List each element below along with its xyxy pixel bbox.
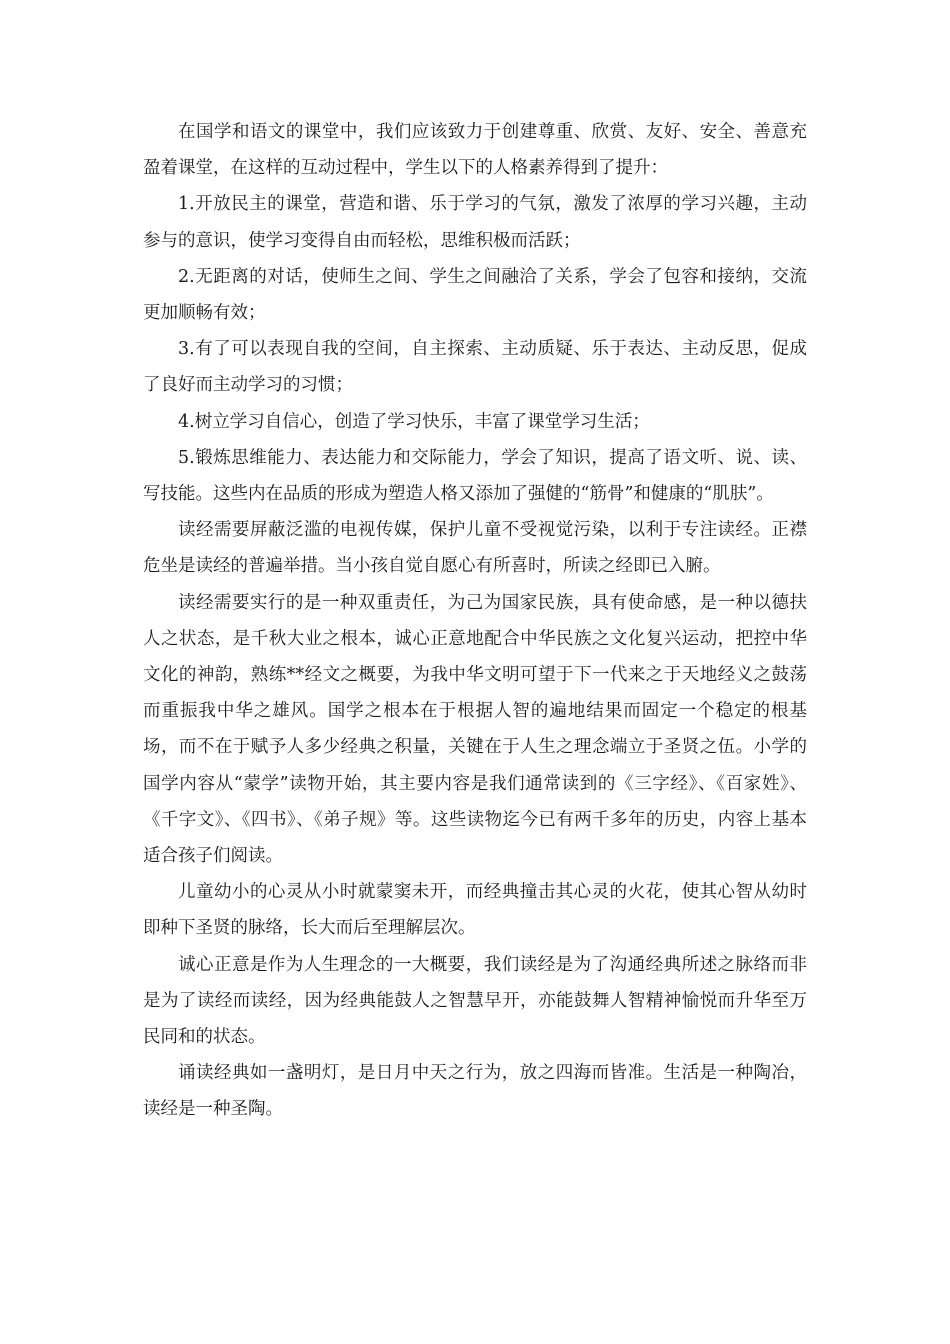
document-body [143, 114, 807, 1128]
paragraph-point-4: 4.树立学习自信心，创造了学习快乐，丰富了课堂学习生活； [178, 411, 650, 432]
paragraph-point-3: 3.有了可以表现自我的空间，自主探索、主动质疑、乐于表达、主动反思，促成了良好而主动学习的习惯； [143, 339, 807, 396]
paragraph-reading-responsibility: 读经需要实行的是一种双重责任，为己为国家民族，具有使命感，是一种以德扶人之状态，是千秋大业之根本，诚心正意地配合中华民族之文化复兴运动，把控中华文化的神韵，熟练**经文之概要，为我中华文明可望于下一代来之于天地经义之鼓荡而重振我中华之雄风。国学之根本在于根据人智的遍地结果而固定一个稳定的根基场，而不在于赋予人多少经典之积量，关键在于人生之理念端立于圣贤之伍。小学的国学内容从“蒙学”读物开始，其主要内容是我们通常读到的《三字经》、《百家姓》、《千字文》、《四书》、《弟子规》等。这些读物迄今已有两千多年的历史，内容上基本适合孩子们阅读。 [143, 592, 807, 867]
paragraph-conclusion: 诵读经典如一盏明灯，是日月中天之行为，放之四海而皆准。生活是一种陶冶，读经是一种圣陶。 [143, 1063, 807, 1120]
paragraph-children-heart: 儿童幼小的心灵从小时就蒙窦未开，而经典撞击其心灵的火花，使其心智从幼时即种下圣贤的脉络，长大而后至理解层次。 [143, 882, 807, 939]
paragraph-point-1: 1.开放民主的课堂，营造和谐、乐于学习的气氛，激发了浓厚的学习兴趣，主动参与的意识，使学习变得自由而轻松，思维积极而活跃； [143, 194, 807, 251]
paragraph-reading-environment: 读经需要屏蔽泛滥的电视传媒，保护儿童不受视觉污染，以利于专注读经。正襟危坐是读经的普遍举措。当小孩自觉自愿心有所喜时，所读之经即已入腑。 [143, 520, 807, 577]
paragraph-point-5: 5.锻炼思维能力、表达能力和交际能力，学会了知识，提高了语文听、说、读、写技能。这些内在品质的形成为塑造人格又添加了强健的“筋骨”和健康的“肌肤”。 [143, 447, 807, 505]
paragraph-intro: 在国学和语文的课堂中，我们应该致力于创建尊重、欣赏、友好、安全、善意充盈着课堂，在这样的互动过程中，学生以下的人格素养得到了提升： [143, 122, 807, 179]
paragraph-point-2: 2.无距离的对话，使师生之间、学生之间融洽了关系，学会了包容和接纳，交流更加顺畅有效； [143, 266, 807, 324]
paragraph-sincerity: 诚心正意是作为人生理念的一大概要，我们读经是为了沟通经典所述之脉络而非是为了读经而读经，因为经典能鼓人之智慧早开，亦能鼓舞人智精神愉悦而升华至万民同和的状态。 [143, 954, 807, 1048]
